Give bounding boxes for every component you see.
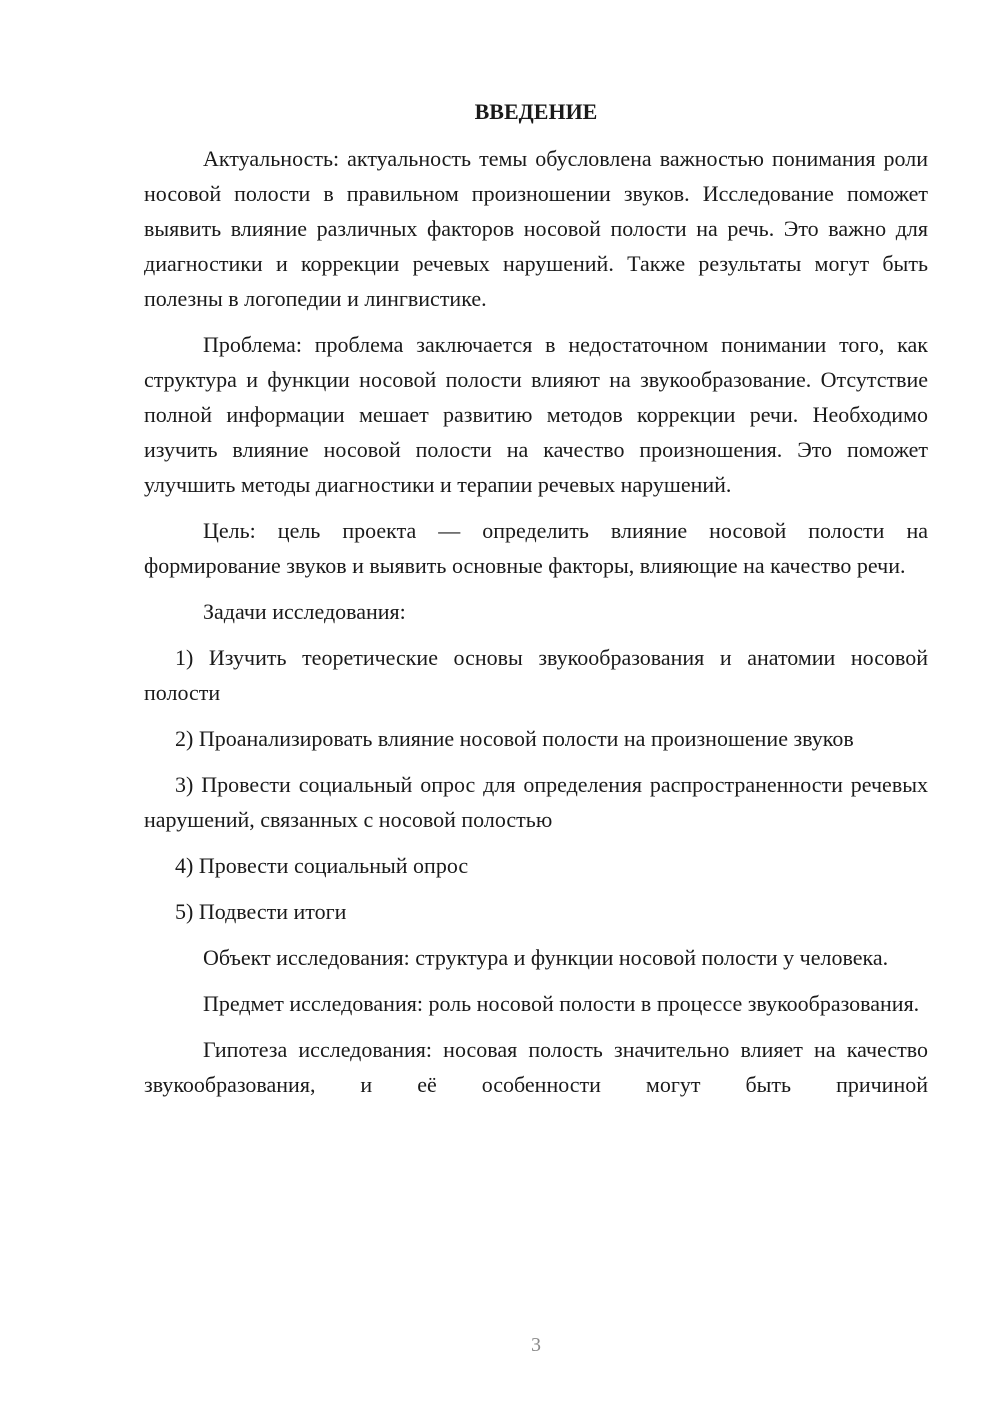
task-item-1: 1) Изучить теоретические основы звукообразования и анатомии носовой полости	[144, 645, 928, 705]
task-item-5: 5) Подвести итоги	[175, 899, 347, 924]
document-page	[144, 94, 928, 1113]
paragraph-actuality: Актуальность: актуальность темы обусловлена важностью понимания роли носовой полости в правильном произношении звуков. Исследование поможет выявить влияние различных факторов носовой полости на речь. Это важно для диагностики и коррекции речевых нарушений. Также результаты могут быть полезны в логопедии и лингвистике.	[144, 146, 928, 311]
tasks-heading: Задачи исследования:	[203, 599, 406, 624]
page-title: ВВЕДЕНИЕ	[474, 99, 598, 124]
task-item-4: 4) Провести социальный опрос	[175, 853, 469, 878]
paragraph-problem: Проблема: проблема заключается в недостаточном понимании того, как структура и функции носовой полости влияют на звукообразование. Отсутствие полной информации мешает развитию методов коррекции речи. Необходимо изучить влияние носовой полости на качество произношения. Это поможет улучшить методы диагностики и терапии речевых нарушений.	[144, 332, 928, 497]
task-item-2: 2) Проанализировать влияние носовой полости на произношение звуков	[175, 726, 854, 751]
paragraph-object: Объект исследования: структура и функции носовой полости у человека.	[203, 945, 889, 970]
paragraph-goal: Цель: цель проекта — определить влияние носовой полости на формирование звуков и выявить основные факторы, влияющие на качество речи.	[144, 518, 928, 578]
page-number: 3	[531, 1334, 541, 1356]
task-item-3: 3) Провести социальный опрос для определения распространенности речевых нарушений, связанных с носовой полостью	[144, 772, 928, 832]
paragraph-hypothesis: Гипотеза исследования: носовая полость значительно влияет на качество звукообразования, и её особенности могут быть причиной	[144, 1037, 928, 1097]
paragraph-subject: Предмет исследования: роль носовой полости в процессе звукообразования.	[203, 991, 920, 1016]
